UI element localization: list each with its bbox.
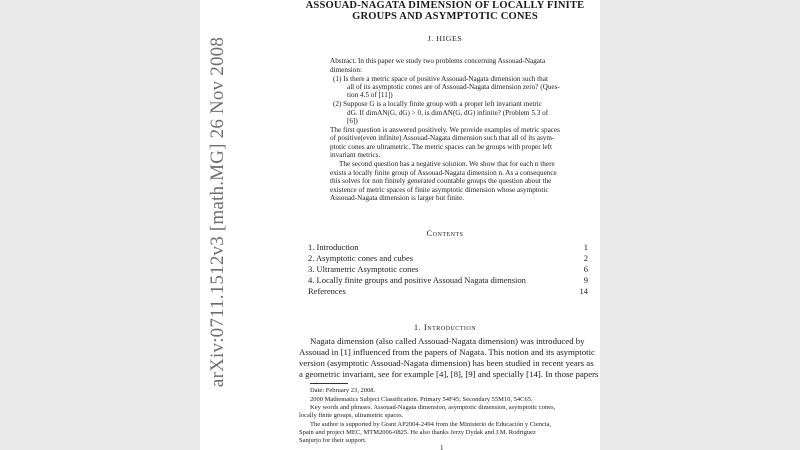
footnote-line: Spain and project MEC, MTM2006-0825. He also thanks Jerzy Dydak and J.M. Rodriguez (299, 429, 536, 436)
abstract-line: exists a locally finite group of Assouad-Nagata dimension n. As a consequence (330, 169, 557, 177)
body-line: a geometric invariant, see for example [4], [8], [9] and specially [14]. In those papers (299, 369, 599, 379)
abstract-line: all of its asymptotic cones are of Assouad-Nagata dimension zero? (Ques- (347, 83, 560, 91)
footnote-line: Date: February 23, 2008. (310, 387, 376, 394)
abstract-line: tion 4.5 of [11]) (347, 91, 393, 99)
footnote-line: locally finite groups, ultrametric spaces. (299, 412, 404, 419)
toc-entry-label: 3. Ultrametric Asymptotic cones (308, 264, 419, 274)
paper-title-line-1: ASSOUAD-NAGATA DIMENSION OF LOCALLY FINITE (305, 0, 585, 11)
abstract-line: dG. If dimAN(G, dG) > 0, is dimAN(G, dG) infinite? (Problem 5.3 of (347, 109, 549, 117)
toc-entry-label: References (308, 286, 346, 296)
contents-heading: Contents (426, 228, 464, 238)
toc-entry[interactable] (308, 264, 588, 275)
toc-entry-page: 9 (583, 275, 588, 285)
body-line: Nagata dimension (also called Assouad-Nagata dimension) was introduced by (310, 336, 585, 346)
paper-title-line-2: GROUPS AND ASYMPTOTIC CONES (352, 11, 538, 22)
abstract-line: [6]) (347, 117, 358, 125)
toc-entry-label: 1. Introduction (308, 242, 359, 252)
body-line: version (asymptotic Assouad-Nagata dimension) has been studied in recent years as (299, 358, 594, 368)
body-line: Assouad in [1] influenced from the papers of Nagata. This notion and its asymptotic (299, 347, 595, 357)
footnote-line: Sanjurjo for their support. (299, 437, 367, 444)
abstract-line: (1) Is there a metric space of positive Assouad-Nagata dimension such that (333, 75, 548, 83)
arxiv-identifier[interactable]: arXiv:0711.1512v3 [math.MG] 26 Nov 2008 (207, 36, 228, 388)
abstract-line: ptotic cones are ultrametric. The metric spaces can be groups with proper left (330, 143, 552, 151)
section-heading: 1. Introduction (413, 322, 477, 332)
footnote-line: 2000 Mathematics Subject Classification. Primary 54F45; Secondary 55M10, 54C65. (310, 396, 533, 403)
author-name: J. HIGES (427, 34, 463, 43)
toc-entry-page: 2 (583, 253, 588, 263)
toc-entry[interactable] (308, 242, 588, 253)
toc-entry[interactable] (308, 275, 588, 286)
abstract-line: The second question has a negative solution. We show that for each n there (339, 160, 555, 168)
toc-entry-page: 1 (583, 242, 588, 252)
toc-entry[interactable] (308, 253, 588, 264)
abstract-line: Assouad-Nagata dimension is larger but finite. (330, 194, 465, 202)
abstract-line: of positive(even infinite) Assouad-Nagata dimension such that all of its asym- (330, 134, 555, 142)
footnote-line: Key words and phrases. Assouad-Nagata dimension, asymptotic dimension, asymptotic cones, (310, 404, 556, 411)
paper-page (200, 0, 600, 450)
abstract-line: this solves for non finitely generated countable groups the question about the (330, 177, 552, 185)
toc-entry[interactable] (308, 286, 588, 297)
abstract-line: (2) Suppose G is a locally finite group with a proper left invariant metric (333, 100, 542, 108)
abstract-line: dimension: (330, 66, 362, 74)
abstract-line: existence of metric spaces of finite asymptotic dimension whose asymptotic (330, 186, 549, 194)
toc-entry-page: 14 (579, 286, 588, 296)
page-number: 1 (440, 444, 444, 450)
footnote-divider (310, 383, 348, 384)
footnote-line: The author is supported by Grant AP2004-2494 from the Ministerio de Educación y Ciencia, (310, 421, 552, 428)
abstract-line: Abstract. In this paper we study two problems concerning Assouad-Nagata (330, 57, 546, 65)
toc-entry-label: 4. Locally finite groups and positive Assouad Nagata dimension (308, 275, 526, 285)
toc-entry-label: 2. Asymptotic cones and cubes (308, 253, 414, 263)
toc-entry-page: 6 (583, 264, 588, 274)
abstract-line: The first question is answered positively. We provide examples of metric spaces (330, 126, 560, 134)
abstract-line: invariant metrics. (330, 151, 381, 159)
